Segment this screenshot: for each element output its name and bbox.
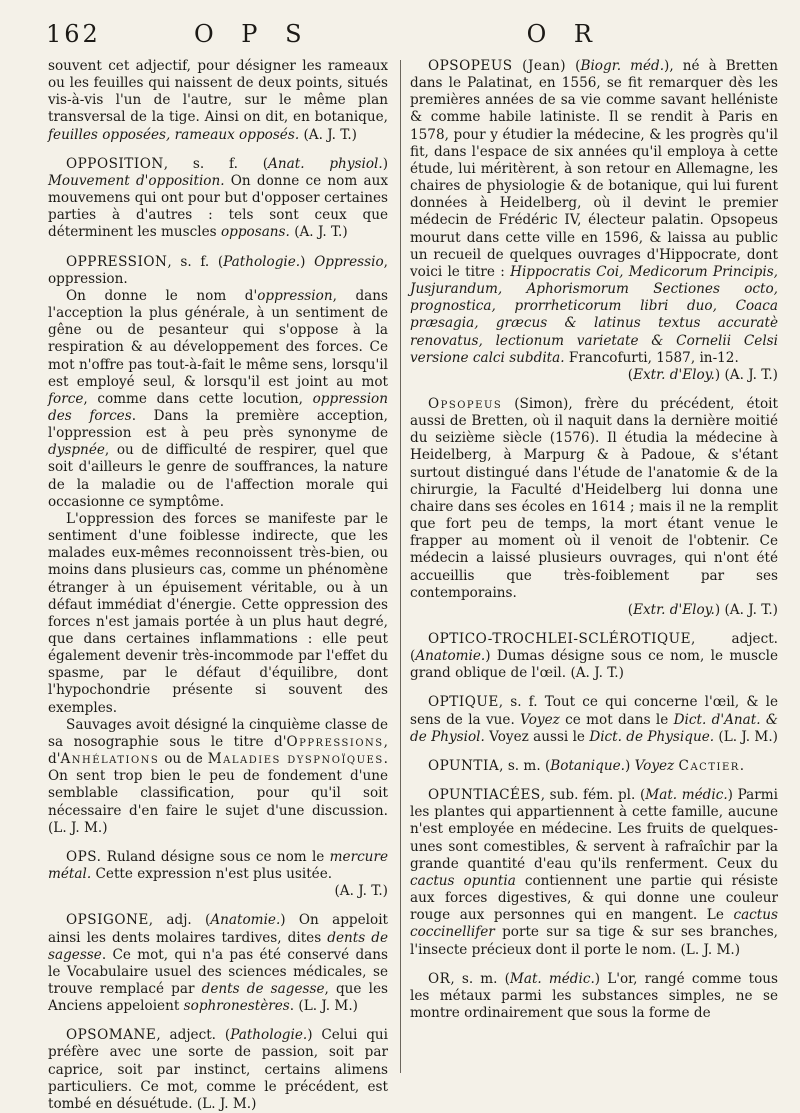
book-title: Hippocratis Coi, Medicorum Principis, Jusjurandum, Aphorismorum Sectiones octo, prognostica, prorrheticorum libri duo, Coaca præsagia, græcus & latinus textus accuratè renovatus, lectionum varietate & Cornelii Celsi versione calci subdita. — [410, 263, 778, 366]
entry-text: OPUNTIA, s. m. (Botanique.) Voyez Cactier. — [428, 757, 746, 774]
entry-text: Opsopeus (Simon), frère du précédent, étoit aussi de Bretten, où il naquit dans la dernière moitié du seizième siècle (1576). Il étudia la médecine à Heidelberg, à Marpurg & à Padoue, & s'étant surtout distingué dans l'étude de l'anatomie & de la chirurgie, la Faculté d'Heidelberg lui donna une chaire dans ses écoles en 1614 ; mais il ne la remplit que fort peu de temps, la mort étant venue le frapper au moment où il venoit de l'obtenir. Ce médecin a laissé plusieurs ouvrages, qui n'ont été accueillis que très-foiblement par ses contemporains. — [410, 395, 778, 601]
entry-signature: (L. J. M.) — [298, 998, 358, 1015]
entry-optique — [410, 694, 778, 745]
entry-signature: (A. J. T.) — [294, 224, 348, 241]
entry-continuation — [48, 58, 388, 144]
entry-text: OPSOPEUS (Jean) (Biogr. méd.), né à Bretten dans le Palatinat, en 1556, se fit remarquer dès les premières années de sa vie comme savant helléniste & comme habile latiniste. Il se rendit à Paris en 1578, pour y étudier la médecine, & les progrès qu'il fit, dans l'espace de six années qu'il employa à cette étude, lui méritèrent, à son retour en Allemagne, les chaires de physiologie & de botanique, qui lui furent données à Heidelberg, où il devint le premier médecin de Frédéric IV, électeur palatin. Opsopeus mourut dans cette ville en 1596, & laissa au public un recueil de quelques ouvrages d'Hippocrate, dont voici le titre : Hippocratis Coi, Medicorum Principis, Jusjurandum, Aphorismorum Sectiones octo, prognostica, prorrheticorum libri duo, Coaca præsagia, græcus & latinus textus accuratè renovatus, lectionum varietate & Cornelii Celsi versione calci subdita. Francofurti, 1587, in-12. — [410, 58, 778, 366]
headword: OPPOSITION — [66, 155, 164, 172]
headword: Opsopeus — [428, 395, 503, 412]
page-header — [46, 20, 770, 56]
headword: OPTIQUE — [428, 694, 499, 711]
entry-source: (Extr. d'Eloy.) (A. J. T.) — [627, 366, 778, 383]
entry-text: souvent cet adjectif, pour désigner les rameaux ou les feuilles qui naissent de deux points, situés vis-à-vis l'un de l'autre, sur le même plan transversal de la tige. Ainsi on dit, en botanique, feuilles opposées, rameaux opposés. (A. J. T.) — [48, 58, 388, 143]
entry-text: OPTICO-TROCHLEI-SCLÉROTIQUE, adject. (Anatomie.) Dumas désigne sous ce nom, le muscle grand oblique de l'œil. (A. J. T.) — [410, 631, 779, 682]
entry-text: OPPOSITION, s. f. (Anat. physiol.) Mouvement d'opposition. On donne ce nom aux mouvemens qui ont pour but d'opposer certaines parties à d'autres : tels sont ceux que déterminent les muscles opposans. (A. J. T.) — [48, 155, 388, 241]
entry-paragraph: On donne le nom d'oppression, dans l'acception la plus générale, à un sentiment de gêne ou de pesanteur qui s'oppose à la respiration & au développement des forces. Ce mot n'offre pas tout-à-fait le même sens, lorsqu'il est employé seul, & lorsqu'il est joint au mot force, comme dans cette locution, oppression des forces. Dans la première acception, l'oppression est à peu près synonyme de dyspnée, ou de difficulté de respirer, quel que soit d'ailleurs le genre de souffrances, la nature de la maladie ou de l'affection morale qui occasionne ce symptôme. — [48, 287, 388, 510]
entry-signature: (A. J. T.) — [570, 665, 624, 682]
headword: OR — [428, 970, 451, 987]
entry-opsopeus-simon — [410, 396, 778, 619]
entry-ops — [48, 849, 388, 900]
entry-signature: (A. J. T.) — [724, 601, 778, 618]
running-head-left: O P S — [194, 20, 312, 48]
entry-signature: (L. J. M.) — [680, 941, 741, 958]
entry-text: OPSIGONE, adj. (Anatomie.) On appeloit ainsi les dents molaires tardives, dites dents de sagesse. Ce mot, qui n'a pas été conservé dans le Vocabulaire usuel des sciences médicales, se trouve remplacé par dents de sagesse, que les Anciens appeloient sophronestères. (L. J. M.) — [48, 912, 388, 1015]
right-column — [410, 58, 778, 1078]
entry-opuntiacees — [410, 787, 778, 959]
entry-or — [410, 971, 778, 1022]
headword: OPTICO-TROCHLEI-SCLÉROTIQUE — [428, 631, 691, 647]
entry-signature: (A. J. T.) — [724, 366, 778, 383]
entry-paragraph: L'oppression des forces se manifeste par le sentiment d'une foiblesse indirecte, que les malades eux-mêmes reconnoissent très-bien, ou moins dans plusieurs cas, comme un phénomène étranger à un épuisement véritable, ou à un défaut immédiat d'énergie. Cette oppression des forces n'est jamais portée à un plus haut degré, que dans certaines inflammations : elle peut également devenir très-incommode par l'effet du spasme, par le défaut d'équilibre, dont l'hypochondrie présente si souvent des exemples. — [48, 510, 388, 716]
entry-signature: (A. J. T.) — [303, 126, 357, 143]
entry-signature: (L. J. M.) — [196, 1095, 257, 1112]
entry-oppression — [48, 254, 388, 837]
headword: OPUNTIA — [428, 757, 500, 774]
entry-signature: (L. J. M.) — [718, 728, 778, 745]
headword: OPPRESSION — [66, 253, 168, 270]
entry-opsigone — [48, 912, 388, 1015]
headword: OPSOPEUS (Jean) — [428, 58, 567, 74]
entry-text: OPTIQUE, s. f. Tout ce qui concerne l'œil, & le sens de la vue. Voyez ce mot dans le Dict. d'Anat. & de Physiol. Voyez aussi le Dict. de Physique. (L. J. M.) — [410, 694, 778, 745]
entry-paragraph: Sauvages avoit désigné la cinquième classe de sa nosographie sous le titre d'Oppressions, d'Anhélations ou de Maladies dyspnoïques. On sent trop bien le peu de fondement d'une semblable classification, pour qu'il soit nécessaire d'en faire le sujet d'une discussion. (L. J. M.) — [48, 716, 388, 836]
headword: OPS. — [66, 848, 102, 865]
entry-heading: OPPRESSION, s. f. (Pathologie.) Oppressio, oppression. — [48, 253, 388, 287]
entry-opuntia — [410, 758, 778, 775]
column-divider — [400, 60, 401, 1073]
entry-text: OPSOMANE, adject. (Pathologie.) Celui qui préfère avec une sorte de passion, soit par caprice, soit par instinct, certains alimens particuliers. Ce mot, comme le précédent, est tombé en désuétude. (L. J. M.) — [48, 1027, 389, 1112]
left-column — [48, 58, 389, 1112]
entry-opsomane — [48, 1027, 388, 1113]
entry-signature: (L. J. M.) — [48, 819, 108, 836]
entry-text: OR, s. m. (Mat. médic.) L'or, rangé comme tous les métaux parmi les substances simples, ne se montre ordinairement que sous la forme de — [410, 970, 778, 1021]
headword: OPUNTIACÉES — [428, 787, 541, 804]
entry-signature: (A. J. T.) — [334, 883, 388, 900]
headword: OPSIGONE — [66, 912, 149, 929]
entry-source: (Extr. d'Eloy.) (A. J. T.) — [627, 601, 778, 618]
headword: OPSOMANE — [66, 1027, 157, 1044]
page-number: 162 — [46, 20, 101, 48]
running-head-right: O R — [526, 20, 602, 48]
cross-reference: Cactier. — [678, 757, 746, 774]
entry-opsopeus-jean — [410, 58, 778, 384]
entry-opposition — [48, 156, 388, 242]
entry-optico-trochlei-sclerotique — [410, 631, 778, 682]
entry-text: OPUNTIACÉES, sub. fém. pl. (Mat. médic.) Parmi les plantes qui appartiennent à cette famille, aucune n'est employée en médecine. Les fruits de quelques-unes sont comestibles, & servent à rafraîchir par la grande quantité d'eau qu'ils renferment. Ceux du cactus opuntia contiennent une partie qui résiste aux forces digestives, & qui donne une couleur rouge aux personnes qui en mangent. Le cactus coccinellifer porte sur sa tige & sur ses branches, l'insecte précieux dont il porte le nom. (L. J. M.) — [410, 787, 778, 958]
entry-text: OPS. Ruland désigne sous ce nom le mercure métal. Cette expression n'est plus usitée. — [48, 848, 388, 883]
